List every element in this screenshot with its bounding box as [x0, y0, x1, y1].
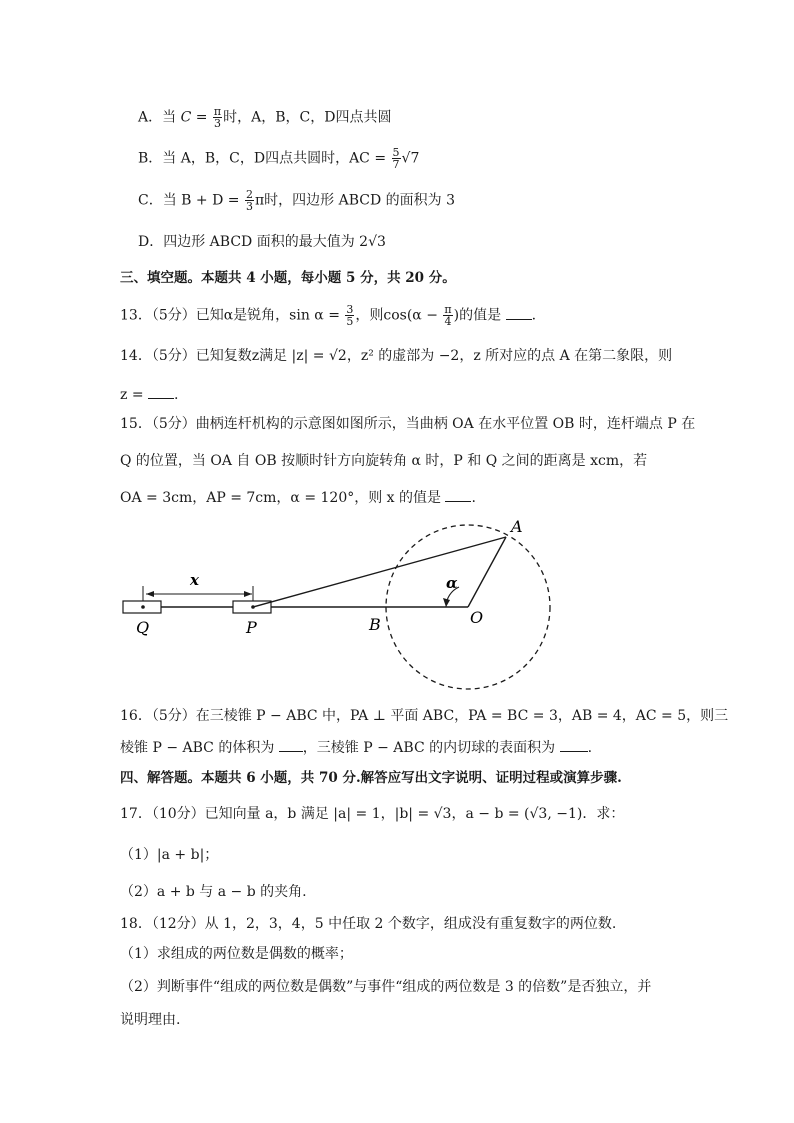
- label-p: P: [246, 618, 257, 637]
- question-17-part-1: （1）|a + b|；: [120, 847, 219, 863]
- option-a-var: C: [180, 109, 192, 126]
- angle-alpha-arrowhead: [443, 598, 450, 607]
- question-18-part-1: （1）求组成的两位数是偶数的概率；: [120, 946, 353, 962]
- option-a-prefix: A．当: [138, 109, 181, 126]
- answer-blank[interactable]: [560, 739, 588, 752]
- question-15-line-2: Q 的位置，当 OA 自 OB 按顺时针方向旋转角 α 时，P 和 Q 之间的距离是 xcm，若: [120, 453, 648, 469]
- label-q: Q: [136, 618, 150, 637]
- arrowhead-right: [244, 591, 252, 597]
- option-a-rest: A，B，C，D四点共圆: [251, 109, 392, 126]
- label-x: x: [190, 571, 199, 589]
- option-b-post: √7: [401, 150, 420, 167]
- answer-blank[interactable]: [506, 307, 532, 320]
- arrowhead-left: [146, 591, 154, 597]
- fraction-denominator: 5: [346, 315, 354, 328]
- option-c-prefix: C．当 B + D =: [138, 192, 244, 209]
- q16-line2-prefix: 棱锥 P − ABC 的体积为: [120, 740, 275, 756]
- q15-line3-end: .: [471, 490, 476, 506]
- answer-blank[interactable]: [148, 386, 174, 399]
- question-18-part-2-line-2: 说明理由.: [120, 1012, 181, 1028]
- question-18-line-1: 18．（12分）从 1，2，3，4，5 中任取 2 个数字，组成没有重复数字的两位数.: [120, 916, 617, 932]
- q13-prefix: 13．（5分）已知α是锐角，sin α =: [120, 307, 345, 324]
- crank-oa: [468, 537, 506, 607]
- question-18-part-2-line-1: （2）判断事件“组成的两位数是偶数”与事件“组成的两位数是 3 的倍数”是否独立，并: [120, 979, 652, 995]
- q13-post: )的值是: [453, 307, 502, 324]
- q16-line2-end: .: [587, 740, 593, 756]
- fraction-numerator: 5: [392, 146, 400, 159]
- rod-pa: [253, 537, 506, 607]
- option-c-post: π时，四边形 ABCD 的面积为 3: [254, 192, 455, 209]
- fraction-numerator: 2: [245, 188, 253, 201]
- question-16-line-2: [120, 738, 592, 758]
- option-a-post: 时，: [223, 109, 252, 126]
- answer-blank[interactable]: [279, 739, 303, 752]
- section-4-header: 四、解答题。本题共 6 小题，共 70 分.解答应写出文字说明、证明过程或演算步骤.: [120, 770, 622, 786]
- label-alpha: α: [446, 574, 458, 592]
- option-a-fraction: [213, 106, 222, 129]
- option-a-eq: =: [191, 109, 212, 126]
- fraction-denominator: 3: [214, 117, 222, 130]
- option-b-fraction: [392, 147, 401, 170]
- question-17-part-2: （2）a + b 与 a − b 的夹角.: [120, 884, 307, 900]
- fraction-denominator: 4: [444, 315, 452, 328]
- q13-fraction-1: [345, 304, 354, 327]
- fraction-numerator: 3: [346, 303, 354, 316]
- question-16-line-1: 16．（5分）在三棱锥 P − ABC 中，PA ⊥ 平面 ABC，PA = BC = 3，AB = 4，AC = 5，则三: [120, 708, 729, 724]
- q13-middle: ，则cos(α −: [355, 307, 443, 324]
- question-15-line-3: [120, 488, 476, 508]
- option-c-fraction: [245, 189, 254, 212]
- fraction-numerator: π: [213, 105, 222, 118]
- fraction-denominator: 7: [392, 158, 400, 171]
- q15-line3-prefix: OA = 3cm，AP = 7cm，α = 120°，则 x 的值是: [120, 490, 442, 506]
- label-b: B: [369, 615, 381, 634]
- q14-line2-prefix: z =: [120, 387, 149, 403]
- section-3-header: 三、填空题。本题共 4 小题，每小题 5 分，共 20 分。: [120, 270, 456, 286]
- label-o: O: [470, 608, 484, 627]
- point-q-dot: [141, 605, 145, 609]
- question-14-line-2: [120, 385, 178, 405]
- option-a: [138, 106, 392, 129]
- option-c: [138, 189, 455, 212]
- fraction-denominator: 3: [245, 200, 253, 213]
- option-d: D．四边形 ABCD 面积的最大值为 2√3: [138, 234, 386, 250]
- answer-blank[interactable]: [445, 489, 471, 502]
- q16-line2-middle: ，三棱锥 P − ABC 的内切球的表面积为: [302, 740, 556, 756]
- fraction-numerator: π: [444, 303, 452, 316]
- q13-fraction-2: [443, 304, 452, 327]
- label-a: A: [511, 517, 523, 536]
- question-15-line-1: 15．（5分）曲柄连杆机构的示意图如图所示，当曲柄 OA 在水平位置 OB 时，连杆端点 P 在: [120, 416, 696, 432]
- q13-end: .: [531, 307, 537, 324]
- question-14-line-1: 14．（5分）已知复数z满足 |z| = √2，z² 的虚部为 −2，z 所对应的点 A 在第二象限，则: [120, 348, 673, 364]
- option-b-prefix: B．当 A，B，C，D四点共圆时，AC =: [138, 150, 391, 167]
- question-13: [120, 304, 536, 327]
- crank-mechanism-figure: [110, 515, 570, 700]
- q14-line2-end: .: [174, 387, 179, 403]
- question-17-line-1: 17．（10分）已知向量 a，b 满足 |a| = 1，|b| = √3，a − b = (√3, −1)．求：: [120, 806, 625, 822]
- option-b: [138, 147, 419, 170]
